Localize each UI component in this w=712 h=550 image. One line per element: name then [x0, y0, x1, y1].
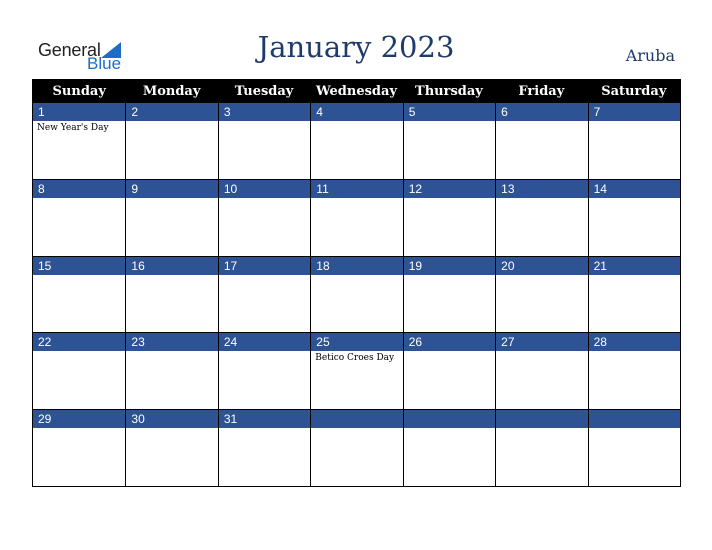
- calendar-day-cell: [310, 332, 402, 409]
- weekday-header-thursday: Thursday: [403, 80, 495, 102]
- day-number: 31: [219, 410, 310, 428]
- calendar-day-cell: [403, 179, 495, 256]
- day-number: [589, 410, 680, 428]
- calendar-day-cell: [310, 102, 402, 179]
- day-number: 15: [33, 257, 125, 275]
- holiday-label: [404, 428, 495, 430]
- holiday-label: [404, 121, 495, 123]
- calendar-day-cell: [33, 179, 125, 256]
- holiday-label: [311, 121, 402, 123]
- day-number: 29: [33, 410, 125, 428]
- calendar-day-cell: [125, 179, 217, 256]
- day-number: 3: [219, 103, 310, 121]
- day-number: 9: [126, 180, 217, 198]
- calendar-day-cell: [495, 409, 587, 486]
- holiday-label: [219, 428, 310, 430]
- holiday-label: [126, 275, 217, 277]
- weekday-header-friday: Friday: [495, 80, 587, 102]
- day-number: 1: [33, 103, 125, 121]
- day-number: 27: [496, 333, 587, 351]
- calendar-day-cell: [403, 102, 495, 179]
- day-number: 17: [219, 257, 310, 275]
- holiday-label: [311, 428, 402, 430]
- day-number: 5: [404, 103, 495, 121]
- day-number: 14: [589, 180, 680, 198]
- day-number: 19: [404, 257, 495, 275]
- weekday-header-monday: Monday: [125, 80, 217, 102]
- holiday-label: [33, 275, 125, 277]
- holiday-label: [126, 351, 217, 353]
- holiday-label: [589, 428, 680, 430]
- holiday-label: Betico Croes Day: [315, 353, 395, 364]
- calendar-day-cell: [495, 179, 587, 256]
- weekday-header-saturday: Saturday: [588, 80, 680, 102]
- calendar-day-cell: [125, 102, 217, 179]
- day-number: 13: [496, 180, 587, 198]
- day-number: 23: [126, 333, 217, 351]
- calendar-day-cell: [310, 256, 402, 333]
- day-number: 20: [496, 257, 587, 275]
- logo-text-blue: Blue: [87, 54, 122, 73]
- day-number: 4: [311, 103, 402, 121]
- calendar-day-cell: [588, 102, 680, 179]
- calendar-day-cell: [33, 332, 125, 409]
- holiday-label: [404, 351, 495, 353]
- calendar-day-cell: [495, 102, 587, 179]
- calendar-day-cell: [588, 179, 680, 256]
- day-number: 25: [311, 333, 402, 351]
- calendar-day-cell: [495, 256, 587, 333]
- day-number: 30: [126, 410, 217, 428]
- day-number: 12: [404, 180, 495, 198]
- holiday-label: [219, 275, 310, 277]
- day-number: 8: [33, 180, 125, 198]
- day-number: 7: [589, 103, 680, 121]
- holiday-label: [219, 351, 310, 353]
- calendar-day-cell: [33, 256, 125, 333]
- holiday-label: [496, 275, 587, 277]
- day-number: 24: [219, 333, 310, 351]
- holiday-label: [589, 351, 680, 353]
- calendar-day-cell: [125, 409, 217, 486]
- day-number: 22: [33, 333, 125, 351]
- holiday-label: [496, 121, 587, 123]
- calendar-day-cell: [125, 332, 217, 409]
- holiday-label: [126, 428, 217, 430]
- weekday-header-sunday: Sunday: [33, 80, 125, 102]
- holiday-label: New Year's Day: [37, 123, 109, 133]
- calendar-day-cell: [218, 102, 310, 179]
- calendar-day-cell: [218, 256, 310, 333]
- calendar-day-cell: [33, 409, 125, 486]
- weekday-header-tuesday: Tuesday: [218, 80, 310, 102]
- day-number: 11: [311, 180, 402, 198]
- holiday-label: [496, 351, 587, 353]
- holiday-label: [496, 198, 587, 200]
- day-number: 2: [126, 103, 217, 121]
- country-label: Aruba: [625, 46, 675, 65]
- calendar-day-cell: [125, 256, 217, 333]
- weekday-header-wednesday: Wednesday: [310, 80, 402, 102]
- calendar-day-cell: [588, 332, 680, 409]
- day-number: 28: [589, 333, 680, 351]
- holiday-label: [33, 351, 125, 353]
- holiday-label: [126, 121, 217, 123]
- holiday-label: [589, 121, 680, 123]
- logo-text-general: General: [38, 40, 101, 60]
- holiday-label: [589, 275, 680, 277]
- day-number: 10: [219, 180, 310, 198]
- day-number: 6: [496, 103, 587, 121]
- holiday-label: [33, 428, 125, 430]
- calendar-day-cell: [310, 409, 402, 486]
- holiday-label: [219, 198, 310, 200]
- calendar-day-cell: [403, 409, 495, 486]
- calendar-day-cell: [588, 256, 680, 333]
- day-number: 18: [311, 257, 402, 275]
- day-number: 26: [404, 333, 495, 351]
- holiday-label: [311, 275, 402, 277]
- calendar-day-cell: [495, 332, 587, 409]
- calendar-day-cell: [33, 102, 125, 179]
- calendar-day-cell: [403, 256, 495, 333]
- day-number: [311, 410, 402, 428]
- day-number: 16: [126, 257, 217, 275]
- calendar-day-cell: [588, 409, 680, 486]
- calendar-day-cell: [403, 332, 495, 409]
- holiday-label: [589, 198, 680, 200]
- holiday-label: [219, 121, 310, 123]
- page-title: January 2023: [257, 30, 455, 64]
- calendar-day-cell: [310, 179, 402, 256]
- holiday-label: [126, 198, 217, 200]
- holiday-label: [311, 198, 402, 200]
- holiday-label: [404, 198, 495, 200]
- calendar-day-cell: [218, 409, 310, 486]
- calendar-day-cell: [218, 332, 310, 409]
- day-number: 21: [589, 257, 680, 275]
- holiday-label: [496, 428, 587, 430]
- holiday-label: [404, 275, 495, 277]
- calendar-day-cell: [218, 179, 310, 256]
- day-number: [404, 410, 495, 428]
- calendar-grid: [32, 79, 681, 487]
- holiday-label: [33, 198, 125, 200]
- day-number: [496, 410, 587, 428]
